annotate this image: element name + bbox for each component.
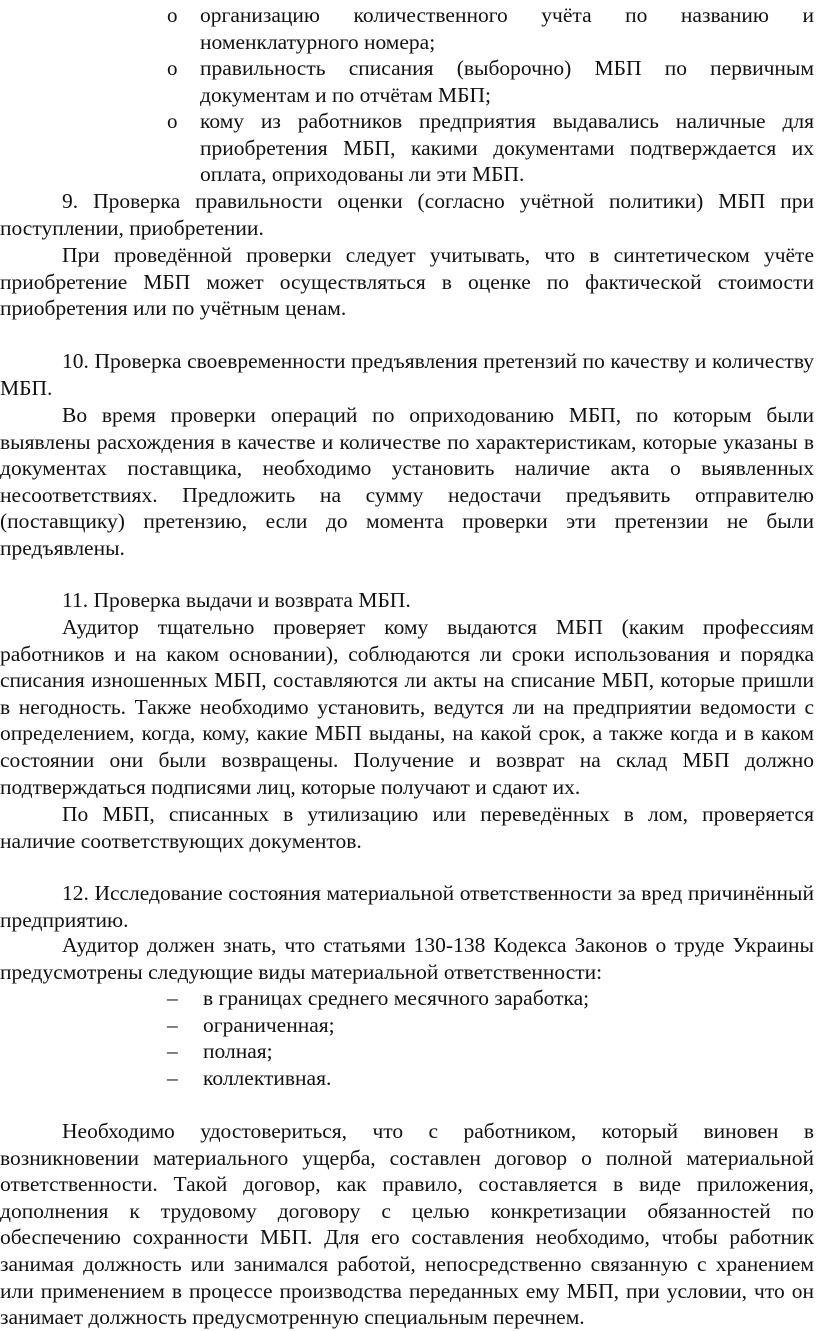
audit-checklist (0, 2, 816, 188)
dash-bullet-icon: – (167, 1065, 178, 1090)
section-10-heading: 10. Проверка своевременности предъявления претензий по качеству и количеству МБП. (0, 349, 814, 400)
list-item-text: в границах среднего месячного заработка; (203, 986, 590, 1010)
list-item (0, 1012, 816, 1039)
section-9-body: При проведённой проверки следует учитывать, что в синтетическом учёте приобретение МБП может осуществляться в оценке по фактической стоимости приобретения или по учётным ценам. (0, 243, 814, 321)
section-12-body: Аудитор должен знать, что статьями 130-138 Кодекса Законов о труде Украины предусмотрены следующие виды материальной ответственности: (0, 933, 814, 984)
section-12-heading: 12. Исследование состояния материальной ответственности за вред причинённый предприятию. (0, 881, 814, 932)
list-item (0, 1065, 816, 1092)
section-11-body-2: По МБП, списанных в утилизацию или переведённых в лом, проверяется наличие соответствующих документов. (0, 802, 814, 853)
dash-bullet-icon: – (167, 1039, 178, 1064)
list-item-text: кому из работников предприятия выдавались наличные для приобретения МБП, какими документами подтверждается их оплата, оприходованы ли эти МБП. (200, 109, 814, 186)
section-9-heading: 9. Проверка правильности оценки (согласно учётной политики) МБП при поступлении, приобретении. (0, 189, 814, 240)
list-item-text: ограниченная; (203, 1012, 335, 1037)
list-item (0, 108, 816, 188)
circle-bullet-icon: o (167, 109, 178, 133)
section-10-body: Во время проверки операций по оприходованию МБП, по которым были выявлены расхождения в качестве и количестве по характеристикам, которые указаны в документах поставщика, необходимо установить наличие акта о выявленных несоответствиях. Предложить на сумму недостачи предъявить отправителю (поставщику) претензию, если до момента проверки эти претензии не были предъявлены. (0, 403, 814, 560)
list-item (0, 55, 816, 108)
dash-bullet-icon: – (167, 1012, 178, 1037)
list-item-text: правильность списания (выборочно) МБП по первичным документам и по отчётам МБП; (200, 56, 814, 107)
dash-bullet-icon: – (167, 986, 178, 1010)
circle-bullet-icon: o (167, 3, 178, 27)
final-paragraph: Необходимо удостовериться, что с работником, который виновен в возникновении материального ущерба, составлен договор о полной материальной ответственности. Такой договор, как правило, составляется в виде приложения, дополнения к трудовому договору с целью конкретизации обязанностей по обеспечению сохранности МБП. Для его составления необходимо, чтобы работник занимая должность или занимался работой, непосредственно связанную с хранением или применением в процессе производства переданных ему МБП, при условии, что он занимает должность предусмотренную специальным перечнем. (0, 1119, 814, 1330)
list-item-text: коллективная. (203, 1065, 332, 1090)
list-item (0, 985, 816, 1012)
list-item-text: организацию количественного учёта по названию и номенклатурного номера; (200, 3, 814, 54)
circle-bullet-icon: o (167, 56, 178, 80)
section-11-body-1: Аудитор тщательно проверяет кому выдаются МБП (каким профессиям работников и на каком основании), соблюдаются ли сроки использования и порядка списания изношенных МБП, составляются ли акты на списание МБП, которые пришли в негодность. Также необходимо установить, ведутся ли на предприятии ведомости с определением, когда, кому, какие МБП выданы, на какой срок, а также когда и в каком состоянии они были возвращены. Получение и возврат на склад МБП должно подтверждаться подписями лиц, которые получают и сдают их. (0, 615, 814, 799)
section-11-heading: 11. Проверка выдачи и возврата МБП. (62, 588, 411, 612)
liability-types-list (0, 985, 816, 1091)
list-item-text: полная; (203, 1039, 273, 1064)
list-item (0, 2, 816, 55)
list-item (0, 1038, 816, 1065)
